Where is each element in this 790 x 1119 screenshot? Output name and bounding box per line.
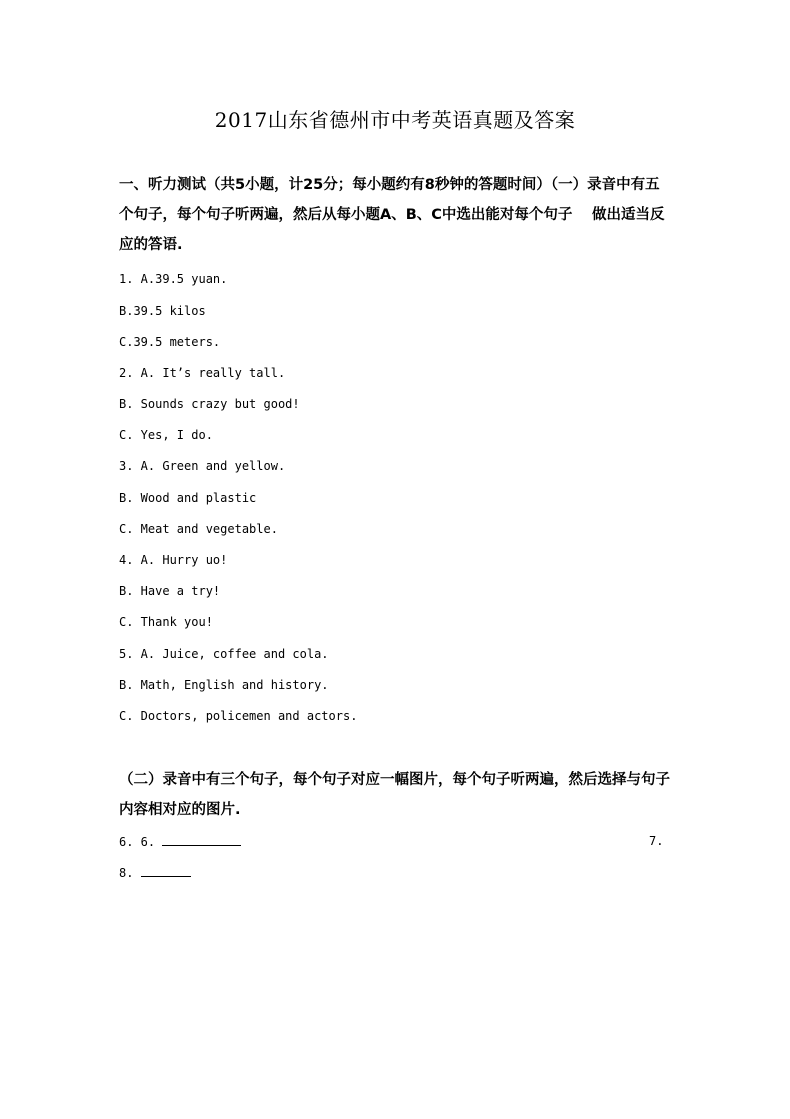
q6-line [119, 833, 241, 850]
q2-option-b: B. Sounds crazy but good! [119, 397, 300, 411]
q2-option-a: 2. A. It’s really tall. [119, 366, 286, 380]
q1-option-a: 1. A.39.5 yuan. [119, 272, 228, 286]
q5-option-b: B. Math, English and history. [119, 678, 329, 692]
q8-line [119, 864, 191, 881]
q2-option-c: C. Yes, I do. [119, 428, 213, 442]
q4-option-b: B. Have a try! [119, 584, 221, 598]
q3-option-b: B. Wood and plastic [119, 491, 257, 505]
q5-option-a: 5. A. Juice, coffee and cola. [119, 647, 329, 661]
q3-option-a: 3. A. Green and yellow. [119, 459, 286, 473]
q3-option-c: C. Meat and vegetable. [119, 522, 278, 536]
section-2-instructions: （二）录音中有三个句子，每个句子对应一幅图片，每个句子听两遍，然后选择与句子内容相对应的图片. [119, 772, 670, 818]
q1-option-b: B.39.5 kilos [119, 304, 206, 318]
q6-label: 6. 6. [119, 835, 163, 849]
document-title: 2017山东省德州市中考英语真题及答案 [214, 108, 576, 132]
q6-answer-blank[interactable] [162, 833, 241, 846]
q1-option-c: C.39.5 meters. [119, 335, 221, 349]
q8-label: 8. [119, 866, 141, 880]
q4-option-a: 4. A. Hurry uo! [119, 553, 228, 567]
q5-option-c: C. Doctors, policemen and actors. [119, 709, 358, 723]
q8-answer-blank[interactable] [141, 864, 191, 877]
q4-option-c: C. Thank you! [119, 615, 213, 629]
section-1-instructions: 一、听力测试（共5小题，计25分；每小题约有8秒钟的答题时间）（一）录音中有五个句子，每个句子听两遍，然后从每小题A、B、C中选出能对每个句子 做出适当反应的答语. [119, 177, 665, 253]
q7-label: 7. [649, 834, 664, 848]
